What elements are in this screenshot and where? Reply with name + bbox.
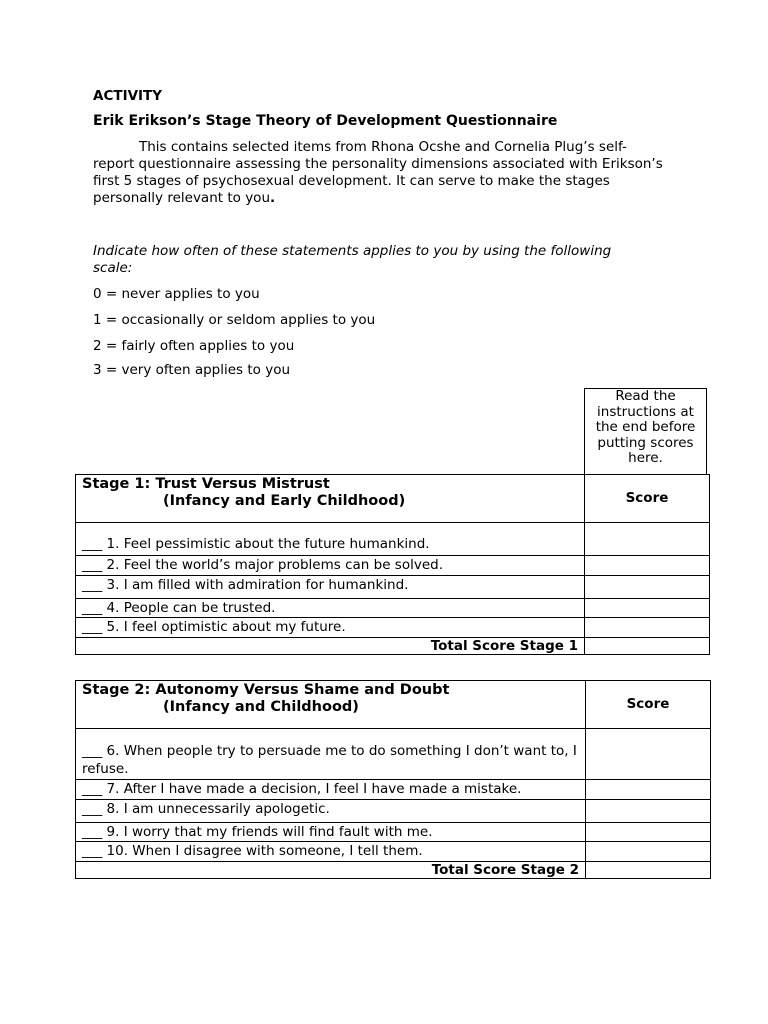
stage-1-item-2-score[interactable] — [585, 556, 710, 576]
intro-paragraph — [93, 139, 663, 207]
stage-1-header — [76, 475, 585, 523]
stage-2-total-label: Total Score Stage 2 — [76, 862, 586, 879]
scale-item-1: 1 = occasionally or seldom applies to you — [93, 312, 376, 328]
stage-1-score-header: Score — [585, 475, 710, 523]
stage-1-item-1: ___ 1. Feel pessimistic about the future humankind. — [76, 523, 585, 556]
stage-1-total-score[interactable] — [585, 638, 710, 655]
stage-1-item-3: ___ 3. I am filled with admiration for humankind. — [76, 576, 585, 599]
stage-1-item-5-score[interactable] — [585, 618, 710, 638]
stage-2-item-8-score[interactable] — [586, 800, 711, 823]
scale-item-3: 3 = very often applies to you — [93, 362, 291, 378]
document-title: Erik Erikson’s Stage Theory of Development Questionnaire — [93, 113, 558, 129]
stage-1-item-4: ___ 4. People can be trusted. — [76, 599, 585, 618]
intro-text: This contains selected items from Rhona Ocshe and Cornelia Plug’s self-report questionnaire assessing the personality dimensions associated with Erikson’s first 5 stages of psychosexual development. It can serve to make the stages personally relevant to you — [93, 139, 663, 206]
stage-1-item-4-score[interactable] — [585, 599, 710, 618]
stage-1-item-1-score[interactable] — [585, 523, 710, 556]
stage-2-item-10-score[interactable] — [586, 842, 711, 862]
stage-2-item-10: ___ 10. When I disagree with someone, I tell them. — [76, 842, 586, 862]
stage-2-subtitle: (Infancy and Childhood) — [163, 699, 359, 715]
stage-2-item-7: ___ 7. After I have made a decision, I feel I have made a mistake. — [76, 780, 586, 800]
stage-2-title: Stage 2: Autonomy Versus Shame and Doubt — [82, 682, 450, 698]
stage-2-item-6: ___ 6. When people try to persuade me to do something I don’t want to, I refuse. — [76, 729, 586, 780]
activity-heading: ACTIVITY — [93, 88, 163, 104]
stage-1-item-2: ___ 2. Feel the world’s major problems can be solved. — [76, 556, 585, 576]
stage-1-total-label: Total Score Stage 1 — [76, 638, 585, 655]
stage-1-title: Stage 1: Trust Versus Mistrust — [82, 476, 330, 492]
score-instruction-note: Read the instructions at the end before putting scores here. — [584, 388, 707, 474]
stage-2-item-9: ___ 9. I worry that my friends will find fault with me. — [76, 823, 586, 842]
stage-2-item-6-score[interactable] — [586, 729, 711, 780]
stage-1-subtitle: (Infancy and Early Childhood) — [163, 493, 406, 509]
stage-2-item-9-score[interactable] — [586, 823, 711, 842]
stage-2-score-header: Score — [586, 681, 711, 729]
scale-item-0: 0 = never applies to you — [93, 286, 260, 302]
stage-2-table — [75, 680, 711, 879]
stage-2-item-7-score[interactable] — [586, 780, 711, 800]
intro-end: . — [270, 190, 276, 206]
scale-instruction: Indicate how often of these statements applies to you by using the following scale: — [93, 243, 612, 276]
stage-2-header — [76, 681, 586, 729]
stage-1-item-5: ___ 5. I feel optimistic about my future. — [76, 618, 585, 638]
stage-1-table — [75, 474, 710, 655]
stage-1-item-3-score[interactable] — [585, 576, 710, 599]
scale-item-2: 2 = fairly often applies to you — [93, 338, 295, 354]
stage-2-total-score[interactable] — [586, 862, 711, 879]
stage-2-item-8: ___ 8. I am unnecessarily apologetic. — [76, 800, 586, 823]
